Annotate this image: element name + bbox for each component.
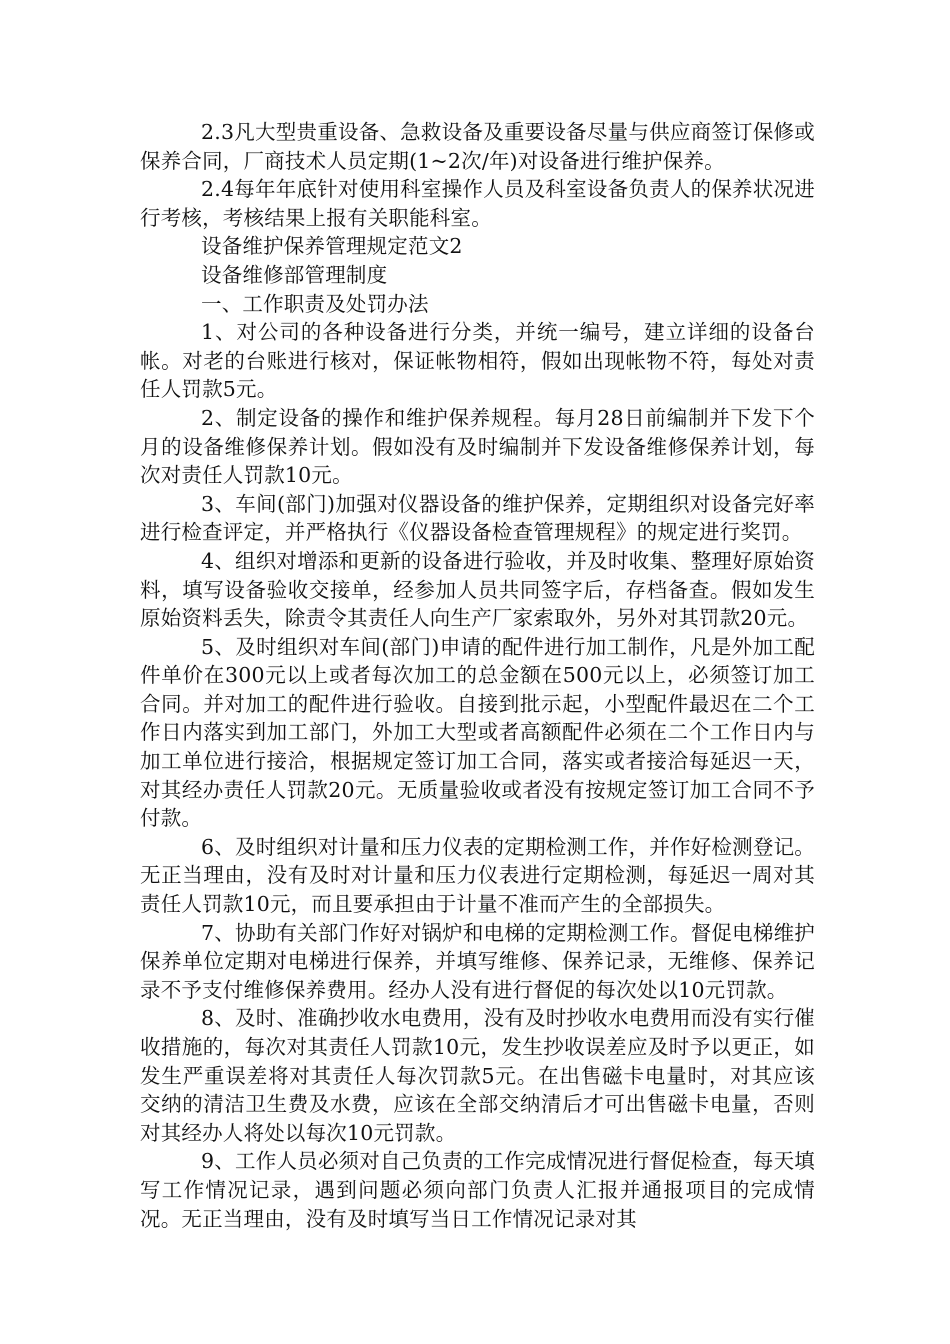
chapter-heading: 一、工作职责及处罚办法	[201, 291, 429, 316]
paragraph-item-8: 8、及时、准确抄收水电费用，没有及时抄收水电费用而没有实行催收措施的，每次对其责任人罚款10元，发生抄收误差应及时予以更正，如发生严重误差将对其责任人每次罚款5元。在出售磁卡电量时，对其应该交纳的清洁卫生费及水费，应该在全部交纳清后才可出售磁卡电量，否则对其经办人将处以每次10元罚款。	[140, 1006, 815, 1145]
paragraph-item-6: 6、及时组织对计量和压力仪表的定期检测工作，并作好检测登记。无正当理由，没有及时对计量和压力仪表进行定期检测，每延迟一周对其责任人罚款10元，而且要承担由于计量不准而产生的全部损失。	[140, 834, 815, 917]
paragraph-2-3: 2.3凡大型贵重设备、急救设备及重要设备尽量与供应商签订保修或保养合同，厂商技术人员定期(1~2次/年)对设备进行维护保养。	[140, 120, 815, 173]
paragraph-item-7: 7、协助有关部门作好对锅炉和电梯的定期检测工作。督促电梯维护保养单位定期对电梯进行保养，并填写维修、保养记录，无维修、保养记录不予支付维修保养费用。经办人没有进行督促的每次处以10元罚款。	[140, 920, 815, 1002]
paragraph-item-4: 4、组织对增添和更新的设备进行验收，并及时收集、整理好原始资料，填写设备验收交接单，经参加人员共同签字后，存档备查。假如发生原始资料丢失，除责令其责任人向生产厂家索取外，另外对其罚款20元。	[140, 548, 815, 631]
document-body	[140, 118, 815, 1233]
paragraph-2-4: 2.4每年年底针对使用科室操作人员及科室设备负责人的保养状况进行考核，考核结果上报有关职能科室。	[140, 177, 815, 230]
paragraph-item-1: 1、对公司的各种设备进行分类，并统一编号，建立详细的设备台帐。对老的台账进行核对，保证帐物相符，假如出现帐物不符，每处对责任人罚款5元。	[140, 320, 815, 402]
paragraph-item-3: 3、车间(部门)加强对仪器设备的维护保养，定期组织对设备完好率进行检查评定，并严格执行《仪器设备检查管理规程》的规定进行奖罚。	[140, 491, 815, 545]
subsection-title: 设备维修部管理制度	[201, 262, 388, 287]
section-title: 设备维护保养管理规定范文2	[201, 234, 463, 259]
paragraph-item-2: 2、制定设备的操作和维护保养规程。每月28日前编制并下发下个月的设备维修保养计划。假如没有及时编制并下发设备维修保养计划，每次对责任人罚款10元。	[140, 405, 815, 488]
paragraph-item-9: 9、工作人员必须对自己负责的工作完成情况进行督促检查，每天填写工作情况记录，遇到问题必须向部门负责人汇报并通报项目的完成情况。无正当理由，没有及时填写当日工作情况记录对其	[140, 1149, 815, 1231]
paragraph-item-5: 5、及时组织对车间(部门)申请的配件进行加工制作，凡是外加工配件单价在300元以上或者每次加工的总金额在500元以上，必须签订加工合同。并对加工的配件进行验收。自接到批示起，小型配件最迟在二个工作日内落实到加工部门，外加工大型或者高额配件必须在二个工作日内与加工单位进行接洽，根据规定签订加工合同，落实或者接洽每延迟一天，对其经办责任人罚款20元。无质量验收或者没有按规定签订加工合同不予付款。	[140, 634, 815, 831]
